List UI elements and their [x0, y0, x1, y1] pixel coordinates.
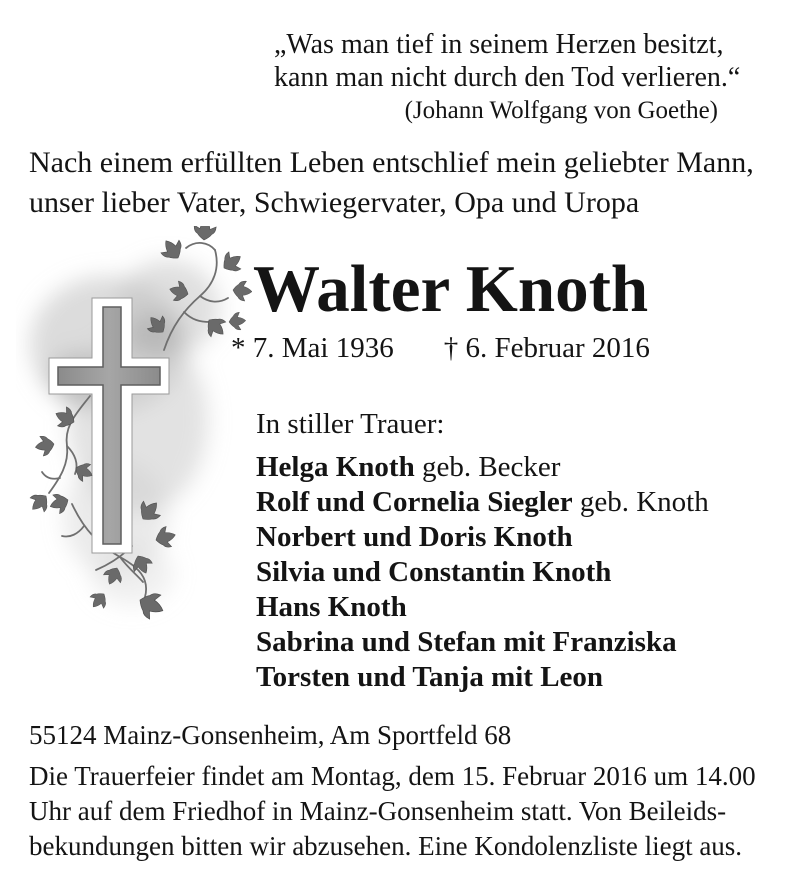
mourner-row — [256, 555, 709, 590]
cross-ivy-illustration — [16, 226, 252, 650]
funeral-line: Uhr auf dem Friedhof in Mainz-Gonsenheim statt. Von Beileids- — [29, 796, 727, 826]
mourner-row — [256, 485, 709, 520]
intro-text — [29, 143, 794, 223]
mourner-maiden-name: geb. Knoth — [572, 486, 709, 518]
intro-line: Nach einem erfüllten Leben entschlief mein geliebter Mann, — [29, 146, 754, 179]
quote-block — [274, 28, 741, 126]
mourner-name: Hans Knoth — [256, 591, 407, 623]
mourner-name: Silvia und Constantin Knoth — [256, 556, 612, 588]
funeral-line: Die Trauerfeier findet am Montag, dem 15. Februar 2016 um 14.00 — [29, 761, 756, 791]
deceased-name: Walter Knoth — [253, 252, 649, 326]
life-dates — [231, 331, 650, 365]
address-line: 55124 Mainz-Gonsenheim, Am Sportfeld 68 — [29, 720, 512, 750]
intro-line: unser lieber Vater, Schwiegervater, Opa und Uropa — [29, 186, 640, 219]
funeral-details — [29, 759, 794, 864]
quote-line: „Was man tief in seinem Herzen besitzt, — [274, 29, 724, 60]
mourner-row — [256, 520, 709, 555]
mourner-row — [256, 450, 709, 485]
mourner-row — [256, 660, 709, 695]
mourners-list — [256, 450, 709, 695]
birth-date: * 7. Mai 1936 — [231, 332, 394, 364]
mourner-name: Torsten und Tanja mit Leon — [256, 661, 604, 693]
mourner-row — [256, 590, 709, 625]
mourner-name: Norbert und Doris Knoth — [256, 521, 573, 553]
quote-line: kann man nicht durch den Tod verlieren.“ — [274, 62, 741, 93]
funeral-line: bekundungen bitten wir abzusehen. Eine Kondolenzliste liegt aus. — [29, 831, 743, 861]
quote-attribution: (Johann Wolfgang von Goethe) — [404, 97, 718, 124]
mourner-maiden-name: geb. Becker — [414, 451, 561, 483]
mourner-name: Helga Knoth — [256, 451, 415, 483]
mourner-name: Rolf und Cornelia Siegler — [256, 486, 573, 518]
mourning-heading: In stiller Trauer: — [256, 408, 445, 440]
mourner-name: Sabrina und Stefan mit Franziska — [256, 626, 677, 658]
death-date: † 6. Februar 2016 — [443, 332, 650, 364]
mourner-row — [256, 625, 709, 660]
